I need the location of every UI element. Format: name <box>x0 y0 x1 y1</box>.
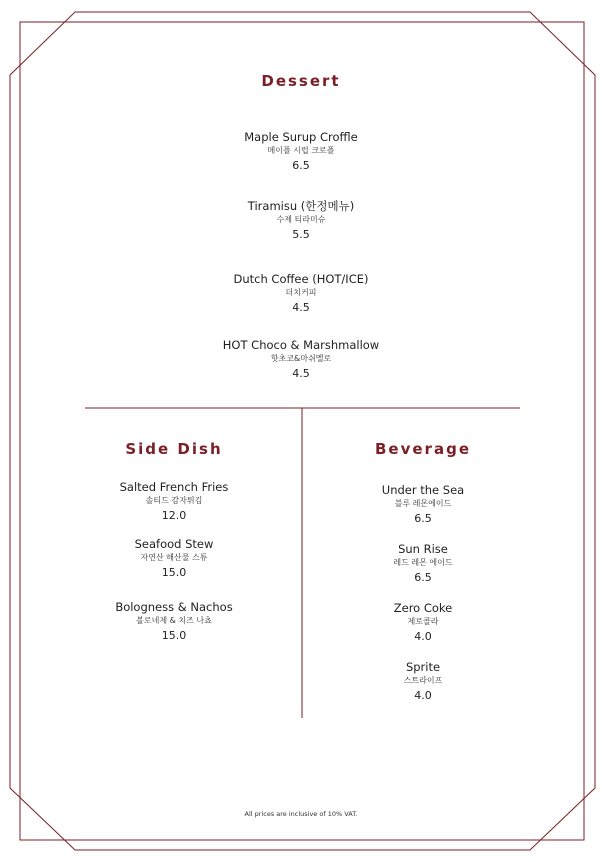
item-korean-name: 메이플 시럽 크로플 <box>267 146 335 155</box>
menu-item-dutch-coffee <box>150 272 452 316</box>
dessert-title: Dessert <box>261 72 341 90</box>
menu-item-under-the-sea <box>333 483 513 527</box>
menu-item-tiramisu <box>150 199 452 243</box>
vat-note: All prices are inclusive of 10% VAT. <box>244 810 358 818</box>
item-price: 15.0 <box>161 629 187 642</box>
item-price: 4.0 <box>414 689 432 702</box>
item-name: Under the Sea <box>381 483 465 497</box>
item-korean-name: 자연산 해산물 스튜 <box>140 553 208 562</box>
item-korean-name: 수제 티라미슈 <box>276 215 326 224</box>
menu-item-seafood-stew <box>84 537 264 581</box>
item-korean-name: 레드 레몬 에이드 <box>393 558 453 567</box>
menu-item-sprite <box>333 660 513 704</box>
item-price: 6.5 <box>292 159 310 172</box>
item-price: 12.0 <box>161 509 187 522</box>
item-name: Dutch Coffee (HOT/ICE) <box>233 272 369 286</box>
item-name: Sun Rise <box>398 542 448 556</box>
menu-item-bologness-nachos <box>84 600 264 644</box>
item-korean-name: 핫초코&마쉬멜로 <box>270 354 332 363</box>
item-name: Salted French Fries <box>119 480 229 494</box>
item-price: 4.5 <box>292 367 310 380</box>
item-korean-name: 스트라이프 <box>403 676 443 685</box>
item-name: Maple Surup Croffle <box>244 130 358 144</box>
item-korean-name: 더치커피 <box>285 288 317 297</box>
item-price: 4.5 <box>292 301 310 314</box>
beverage-title: Beverage <box>375 440 471 458</box>
item-korean-name: 블루 레몬에이드 <box>394 499 452 508</box>
item-price: 6.5 <box>414 571 432 584</box>
item-name: Tiramisu (한정메뉴) <box>247 199 355 213</box>
menu-item-french-fries <box>84 480 264 524</box>
side-dish-title: Side Dish <box>125 440 223 458</box>
item-korean-name: 제로콜라 <box>407 617 439 626</box>
item-price: 4.0 <box>414 630 432 643</box>
menu-item-maple-croffle <box>150 130 452 174</box>
item-name: Bologness & Nachos <box>115 600 233 614</box>
menu-item-zero-coke <box>333 601 513 645</box>
menu-item-hot-choco <box>150 338 452 382</box>
item-name: HOT Choco & Marshmallow <box>222 338 380 352</box>
item-price: 6.5 <box>414 512 432 525</box>
item-korean-name: 솔티드 감자튀김 <box>145 496 203 505</box>
item-price: 15.0 <box>161 566 187 579</box>
item-name: Seafood Stew <box>134 537 214 551</box>
item-name: Sprite <box>405 660 441 674</box>
item-name: Zero Coke <box>393 601 453 615</box>
menu-item-sun-rise <box>333 542 513 586</box>
item-price: 5.5 <box>292 228 310 241</box>
item-korean-name: 볼로네제 & 치즈 나쵸 <box>136 616 212 625</box>
